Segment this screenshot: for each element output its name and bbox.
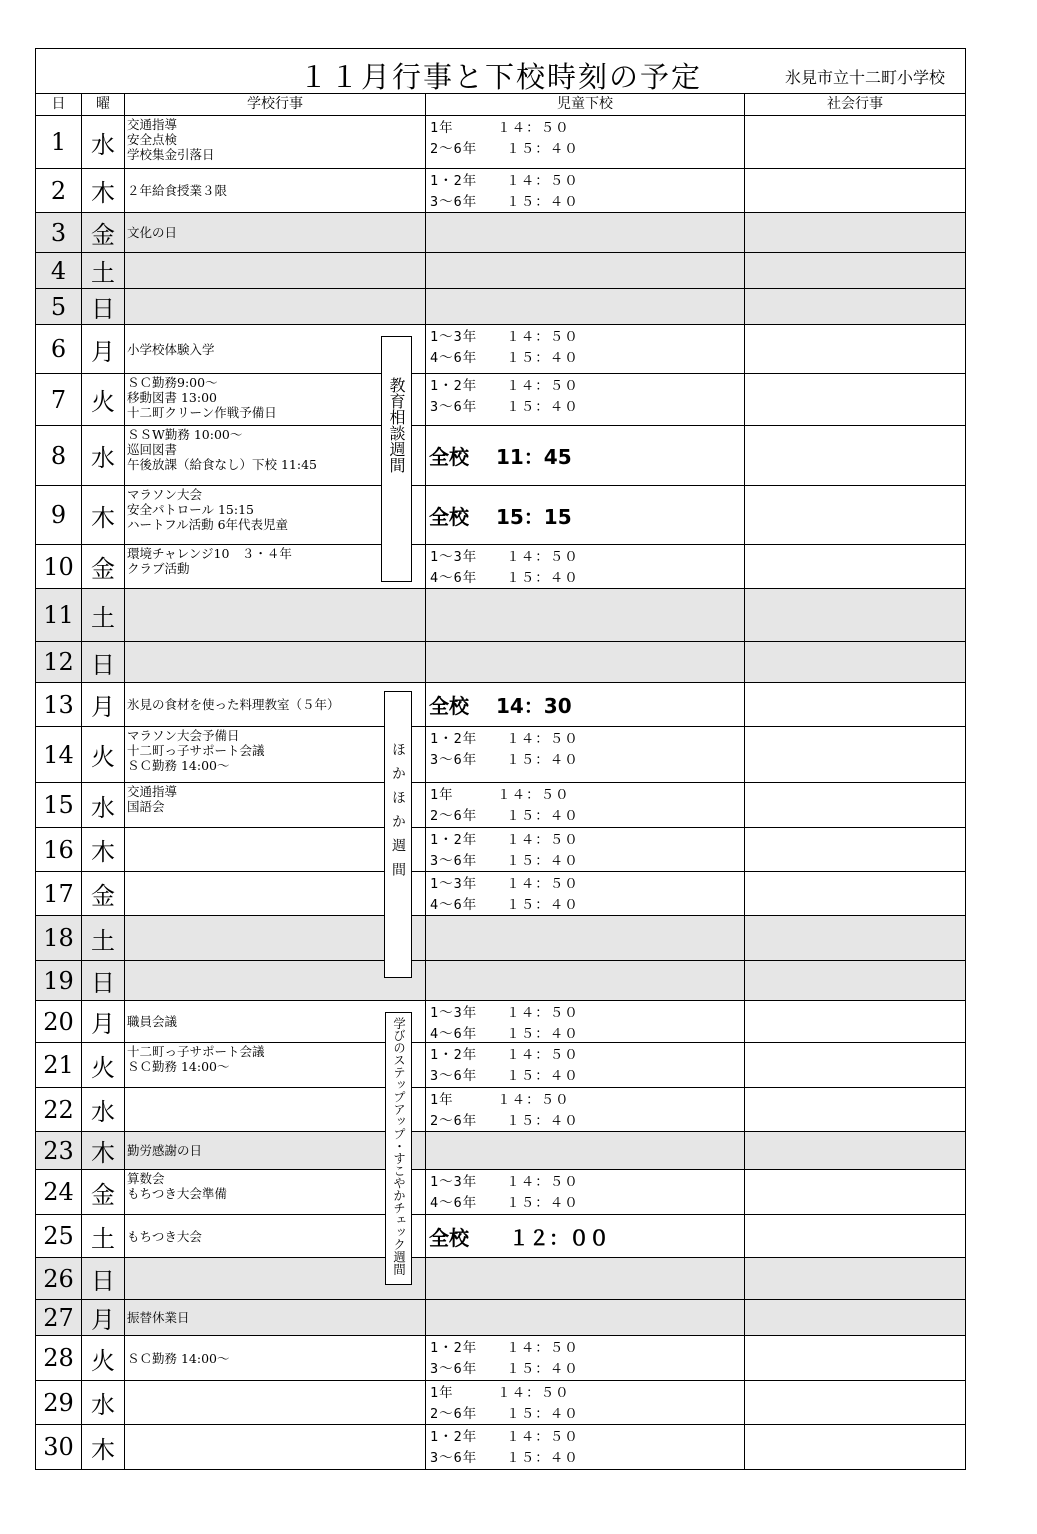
school-events [125,1425,426,1469]
dismissal-times [426,1170,745,1214]
dismissal-line: 1年 １４：５０ [430,1092,570,1108]
table-row [36,828,965,872]
day-number: 4 [36,253,82,288]
dismissal-times [426,1300,745,1335]
weekday: 月 [82,1300,125,1335]
event-line: 小学校体験入学 [127,341,215,357]
day-number: 10 [36,545,82,588]
event-line: もちつき大会 [127,1228,202,1244]
dismissal-line: 3～6年 １５：４０ [430,1068,579,1084]
table-row [36,916,965,961]
school-events [125,828,426,871]
weekday: 木 [82,486,125,544]
dismissal-line: 1・2年 １４：５０ [430,1047,579,1063]
dismissal-times [426,872,745,915]
dismissal-line: 1・2年 １４：５０ [430,832,579,848]
school-events [125,213,426,252]
dismissal-line: 1・2年 １４：５０ [430,378,579,394]
event-line: 安全パトロール 15:15 [127,502,254,517]
event-line: ＳＣ勤務 14:00～ [127,758,230,773]
weekday: 日 [82,289,125,324]
social-events [745,589,965,641]
dismissal-all: 全校 15：15 [426,486,745,544]
social-events [745,961,965,1000]
table-row [36,1001,965,1043]
dismissal-times [426,1043,745,1087]
day-number: 13 [36,683,82,726]
day-number: 2 [36,169,82,212]
weekday: 火 [82,1043,125,1087]
school-events [125,872,426,915]
social-events [745,325,965,373]
social-events [745,1132,965,1169]
day-number: 25 [36,1215,82,1257]
schedule-sheet [35,48,966,1470]
table-row [36,253,965,289]
social-events [745,683,965,726]
school-events [125,169,426,212]
event-line: 振替休業日 [127,1310,190,1325]
weekday: 月 [82,325,125,373]
school-name: 氷見市立十二町小学校 [784,68,945,87]
school-events [125,1088,426,1131]
weekday: 金 [82,872,125,915]
social-events [745,486,965,544]
event-line: 交通指導 [127,117,178,132]
event-line: 氷見の食材を使った料理教室（５年） [127,697,340,712]
table-row [36,426,965,486]
dismissal-line: 2～6年 １５：４０ [430,1406,579,1422]
day-number: 27 [36,1300,82,1335]
school-events [125,642,426,682]
table-row [36,1381,965,1425]
social-events [745,426,965,485]
weekday: 水 [82,426,125,485]
event-line: 国語会 [127,799,165,814]
social-events [745,1258,965,1299]
table-row [36,727,965,783]
table-row [36,1336,965,1381]
table-row [36,961,965,1001]
weekday: 土 [82,916,125,960]
dismissal-line: 2～6年 １５：４０ [430,141,579,157]
day-number: 21 [36,1043,82,1087]
table-row [36,374,965,426]
school-events [125,1258,426,1299]
side-label-week1 [381,336,412,582]
social-events [745,727,965,782]
event-line: 巡回図書 [127,442,178,457]
weekday: 日 [82,642,125,682]
social-events [745,1381,965,1424]
event-line: ハートフル活動 6年代表児童 [127,517,289,532]
school-events [125,683,426,726]
event-line: ＳＳW勤務 10:00～ [127,427,243,442]
social-events [745,783,965,827]
header-day: 日 [36,94,82,115]
social-events [745,116,965,168]
social-events [745,1170,965,1214]
dismissal-line: 1～3年 １４：５０ [430,329,579,345]
table-row [36,545,965,589]
dismissal-times [426,783,745,827]
dismissal-times [426,1336,745,1380]
weekday: 金 [82,213,125,252]
day-number: 26 [36,1258,82,1299]
dismissal-times [426,253,745,288]
day-number: 1 [36,116,82,168]
dismissal-times [426,1381,745,1424]
weekday: 火 [82,727,125,782]
social-events [745,545,965,588]
school-events [125,1215,426,1257]
dismissal-line: 1～3年 １４：５０ [430,549,579,565]
weekday: 火 [82,374,125,425]
table-row [36,325,965,374]
weekday: 水 [82,1381,125,1424]
table-row [36,213,965,253]
weekday: 木 [82,1132,125,1169]
table-row [36,1132,965,1170]
page-title: １１月行事と下校時刻の予定 [298,60,702,94]
day-number: 3 [36,213,82,252]
event-line: ＳＣ勤務9:00～ [127,375,218,390]
dismissal-line: 1～3年 １４：５０ [430,1174,579,1190]
social-events [745,1425,965,1469]
dismissal-times [426,1258,745,1299]
header-events: 学校行事 [125,94,426,115]
school-events [125,289,426,324]
side-label-text: 教育相談週間 [387,377,406,473]
social-events [745,1215,965,1257]
day-number: 22 [36,1088,82,1131]
weekday: 木 [82,1425,125,1469]
social-events [745,1336,965,1380]
dismissal-all: 全校 11：45 [426,426,745,485]
event-line: 十二町クリーン作戦予備日 [127,405,277,420]
table-row [36,1300,965,1336]
social-events [745,253,965,288]
event-line: 十二町っ子サポート会議 [127,1044,265,1059]
day-number: 30 [36,1425,82,1469]
event-line: 職員会議 [127,1014,178,1029]
day-number: 12 [36,642,82,682]
weekday: 木 [82,169,125,212]
table-row [36,589,965,642]
day-number: 19 [36,961,82,1000]
dismissal-line: 1・2年 １４：５０ [430,1429,579,1445]
event-line: 学校集金引落日 [127,147,215,162]
day-number: 7 [36,374,82,425]
social-events [745,916,965,960]
title-row [36,49,965,94]
dismissal-line: 3～6年 １５：４０ [430,853,579,869]
table-row [36,642,965,683]
event-line: ＳＣ勤務 14:00～ [127,1059,230,1074]
dismissal-line: 1年 １４：５０ [430,1385,570,1401]
weekday: 月 [82,1001,125,1042]
day-number: 28 [36,1336,82,1380]
social-events [745,828,965,871]
school-events [125,1336,426,1380]
event-line: クラブ活動 [127,561,190,576]
table-row [36,486,965,545]
table-row [36,1425,965,1469]
social-events [745,213,965,252]
day-number: 29 [36,1381,82,1424]
school-events [125,783,426,827]
event-line: 文化の日 [127,225,178,240]
dismissal-line: 3～6年 １５：４０ [430,1450,579,1466]
weekday: 土 [82,253,125,288]
dismissal-line: 2～6年 １５：４０ [430,1113,579,1129]
weekday: 土 [82,1215,125,1257]
day-number: 16 [36,828,82,871]
day-number: 11 [36,589,82,641]
day-number: 5 [36,289,82,324]
event-line: 交通指導 [127,784,178,799]
event-line: 午後放課（給食なし）下校 11:45 [127,457,317,472]
day-number: 8 [36,426,82,485]
dismissal-line: 4～6年 １５：４０ [430,570,579,586]
side-label-week3 [385,1012,412,1285]
dismissal-line: 1年 １４：５０ [430,787,570,803]
weekday: 金 [82,545,125,588]
dismissal-times [426,1132,745,1169]
dismissal-times [426,213,745,252]
dismissal-times [426,325,745,373]
social-events [745,1001,965,1042]
table-row [36,783,965,828]
event-line: ＳＣ勤務 14:00～ [127,1350,230,1366]
dismissal-times [426,642,745,682]
day-number: 23 [36,1132,82,1169]
school-events [125,727,426,782]
dismissal-line: 3～6年 １５：４０ [430,194,579,210]
table-row [36,1170,965,1215]
table-row [36,1215,965,1258]
dismissal-times [426,289,745,324]
table-row [36,683,965,727]
dismissal-times [426,545,745,588]
dismissal-line: 2～6年 １５：４０ [430,808,579,824]
table-row [36,1043,965,1088]
table-row [36,169,965,213]
dismissal-line: 1～3年 １４：５０ [430,876,579,892]
event-line: 算数会 [127,1171,165,1186]
weekday: 水 [82,783,125,827]
dismissal-line: 3～6年 １５：４０ [430,1361,579,1377]
dismissal-times [426,727,745,782]
table-row [36,289,965,325]
dismissal-line: 1・2年 １４：５０ [430,1340,579,1356]
table-row [36,1088,965,1132]
day-number: 24 [36,1170,82,1214]
social-events [745,1043,965,1087]
social-events [745,1088,965,1131]
event-line: 移動図書 13:00 [127,390,217,405]
dismissal-line: 4～6年 １５：４０ [430,897,579,913]
side-label-text: 学びのステップアップ・すこやかチェック週間 [391,1017,406,1276]
event-line: 環境チャレンジ10 ３・４年 [127,546,292,561]
social-events [745,289,965,324]
table-header [36,94,965,116]
school-events [125,116,426,168]
dismissal-times [426,1001,745,1042]
school-events [125,1132,426,1169]
dismissal-times [426,589,745,641]
day-number: 20 [36,1001,82,1042]
school-events [125,1381,426,1424]
day-number: 15 [36,783,82,827]
event-line: 勤労感謝の日 [127,1143,203,1158]
dismissal-times [426,1088,745,1131]
header-social: 社会行事 [827,96,883,112]
weekday: 水 [82,1088,125,1131]
event-line: ２年給食授業３限 [127,183,228,198]
dismissal-times [426,169,745,212]
weekday: 日 [82,961,125,1000]
social-events [745,642,965,682]
table-row [36,872,965,916]
dismissal-line: 4～6年 １５：４０ [430,350,579,366]
school-events [125,1170,426,1214]
event-line: もちつき大会準備 [127,1186,227,1201]
weekday: 日 [82,1258,125,1299]
dismissal-line: 1・2年 １４：５０ [430,731,579,747]
dismissal-line: 1年 １４：５０ [430,120,570,136]
dismissal-line: 1～3年 １４：５０ [430,1005,579,1021]
weekday: 土 [82,589,125,641]
school-events [125,1043,426,1087]
dismissal-times [426,116,745,168]
school-events [125,961,426,1000]
dismissal-line: 3～6年 １５：４０ [430,399,579,415]
day-number: 17 [36,872,82,915]
dismissal-line: 4～6年 １５：４０ [430,1195,579,1211]
event-line: マラソン大会予備日 [127,728,240,743]
weekday: 木 [82,828,125,871]
event-line: マラソン大会 [127,487,203,502]
dismissal-times [426,916,745,960]
dismissal-all: 全校 14：30 [426,683,745,726]
social-events [745,872,965,915]
event-line: 安全点検 [127,132,178,147]
day-number: 18 [36,916,82,960]
school-events [125,1300,426,1335]
dismissal-times [426,961,745,1000]
day-number: 9 [36,486,82,544]
dismissal-line: 4～6年 １５：４０ [430,1026,579,1042]
dismissal-times [426,374,745,425]
header-dismissal: 児童下校 [426,94,745,115]
dismissal-times [426,1425,745,1469]
school-events [125,1001,426,1042]
dismissal-all: 全校 １２：００ [426,1215,745,1257]
side-label-text: ほかほか週間 [390,742,406,886]
weekday: 火 [82,1336,125,1380]
table-row [36,1258,965,1300]
dismissal-line: 1・2年 １４：５０ [430,173,579,189]
dismissal-times [426,828,745,871]
school-events [125,916,426,960]
social-events [745,1300,965,1335]
social-events [745,374,965,425]
weekday: 金 [82,1170,125,1214]
header-weekday: 曜 [82,94,125,115]
school-events [125,589,426,641]
social-events [745,169,965,212]
day-number: 6 [36,325,82,373]
day-number: 14 [36,727,82,782]
school-events [125,253,426,288]
weekday: 月 [82,683,125,726]
event-line: 十二町っ子サポート会議 [127,743,265,758]
table-row [36,116,965,169]
weekday: 水 [82,116,125,168]
side-label-week2 [384,691,412,978]
dismissal-line: 3～6年 １５：４０ [430,752,579,768]
